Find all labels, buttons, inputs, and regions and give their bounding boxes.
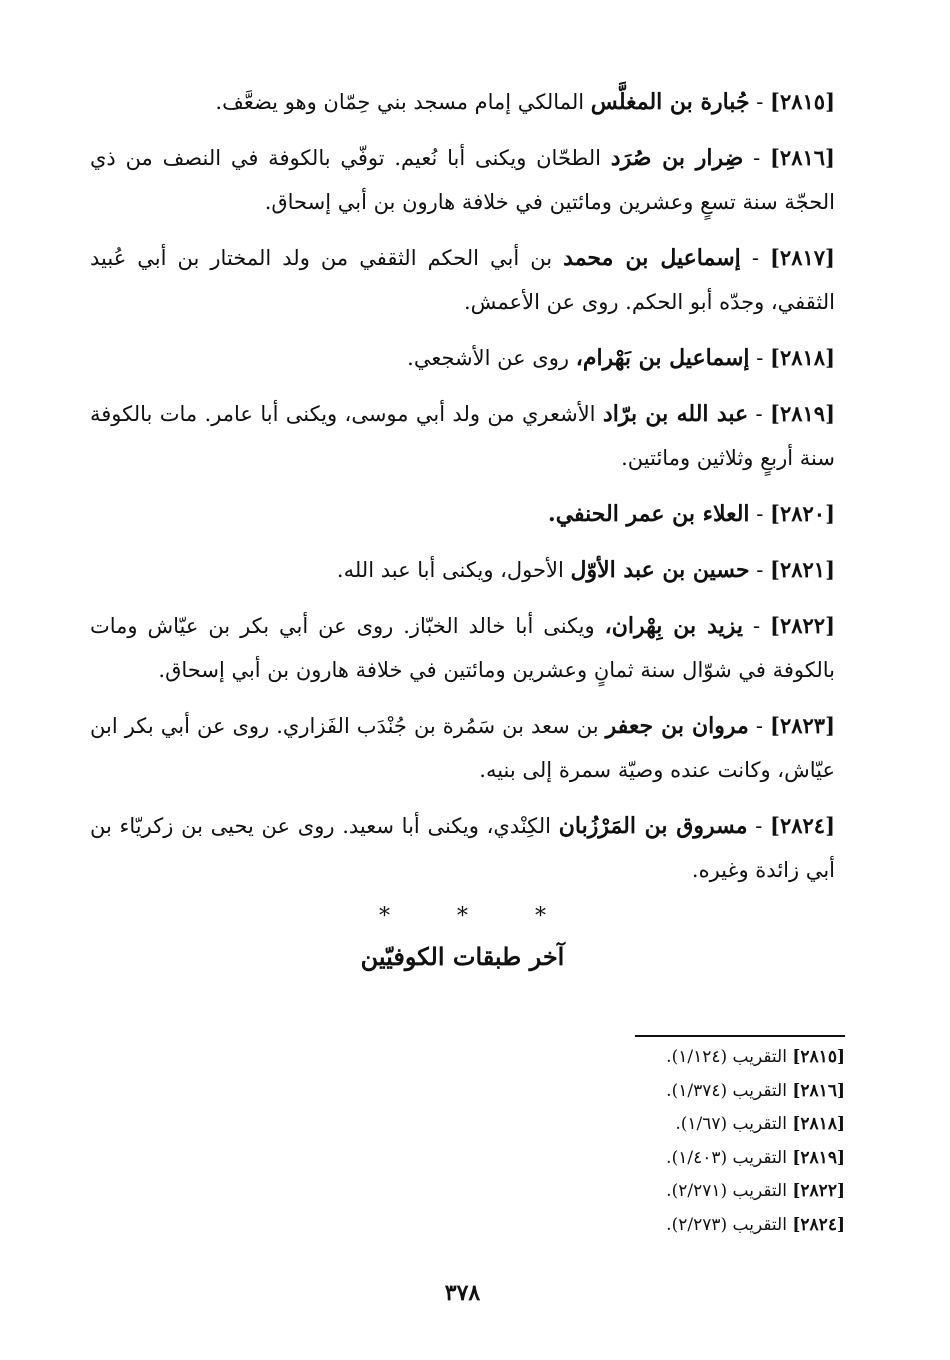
footnote-number: [٢٨١٦] bbox=[792, 1080, 845, 1101]
footnote-item bbox=[595, 1175, 845, 1209]
entry-name: إسماعيل بن بَهْرام، bbox=[575, 345, 750, 371]
entry-text: الطحّان ويكنى أبا نُعيم. توفّي بالكوفة في النصف من ذي الحجّة سنة تسعٍ وعشرين ومائتين في خلافة هارون بن أبي إسحاق. bbox=[90, 146, 835, 214]
entry-name: حسين بن عبد الأوّل bbox=[570, 557, 750, 583]
entry-text: الأشعري من ولد أبي موسى، ويكنى أبا عامر. مات بالكوفة سنة أربعٍ وثلاثين ومائتين. bbox=[90, 402, 835, 470]
entry-name: مسروق بن المَرْزُبان bbox=[558, 813, 748, 839]
page bbox=[90, 80, 845, 1330]
footnote-text: التقريب (١/٤٠٣). bbox=[666, 1147, 787, 1168]
entry-text: المالكي إمام مسجد بني حِمّان وهو يضعَّف. bbox=[215, 90, 585, 114]
entry-number: [٢٨٢٢] bbox=[770, 613, 835, 638]
entry-number: [٢٨٢١] bbox=[770, 557, 835, 582]
entry-2816: [٢٨١٦] - ضِرار بن صُرَد الطحّان ويكنى أبا نُعيم. توفّي بالكوفة في النصف من ذي الحجّة سنة تسعٍ وعشرين ومائتين في خلافة هارون بن أبي إسحاق. bbox=[90, 145, 835, 214]
section-title: آخر طبقات الكوفيّين bbox=[360, 942, 565, 971]
entry-text: روى عن الأشجعي. bbox=[407, 346, 570, 370]
footnote-number: [٢٨١٨] bbox=[792, 1114, 845, 1134]
entry-name: يزيد بن بِهْران، bbox=[604, 613, 744, 639]
entry-name: ضِرار بن صُرَد bbox=[610, 145, 744, 171]
footnote-text: التقريب (١/١٢٤). bbox=[666, 1047, 787, 1067]
entry-number: [٢٨٢٠] bbox=[770, 501, 835, 526]
entry-2817: [٢٨١٧] - إسماعيل بن محمد بن أبي الحكم الثقفي من ولد المختار بن أبي عُبيد الثقفي، وجدّه أبو الحكم. روى عن الأعمش. bbox=[90, 245, 835, 314]
footnote-text: التقريب (٢/٢٧٣). bbox=[666, 1214, 787, 1235]
footnote-list bbox=[595, 1041, 845, 1242]
entry-number: [٢٨٢٣] bbox=[770, 713, 835, 738]
entry-name: مروان بن جعفر bbox=[605, 713, 749, 739]
entry-name: إسماعيل بن محمد bbox=[563, 245, 741, 271]
footnote-item bbox=[595, 1075, 845, 1109]
entry-text: بن أبي الحكم الثقفي من ولد المختار بن أبي عُبيد الثقفي، وجدّه أبو الحكم. روى عن الأعمش. bbox=[90, 246, 835, 314]
footnote-number: [٢٨٢٢] bbox=[792, 1181, 845, 1201]
footnote-item bbox=[595, 1108, 845, 1142]
footnote-item bbox=[595, 1142, 845, 1176]
entry-text: ويكنى أبا خالد الخبّاز. روى عن أبي بكر بن عيّاش ومات بالكوفة في شوّال سنة ثمانٍ وعشرين ومائتين في خلافة هارون بن أبي إسحاق. bbox=[90, 614, 835, 682]
entry-number: [٢٨١٥] bbox=[770, 89, 835, 114]
entry-2819: [٢٨١٩] - عبد الله بن برّاد الأشعري من ولد أبي موسى، ويكنى أبا عامر. مات بالكوفة سنة أربعٍ وثلاثين ومائتين. bbox=[90, 401, 836, 470]
footnote-divider bbox=[635, 1035, 845, 1037]
footnote-text: التقريب (١/٦٧). bbox=[675, 1114, 787, 1134]
entry-text: الكِنْدي، ويكنى أبا سعيد. روى عن يحيى بن زكريّاء بن أبي زائدة وغيره. bbox=[90, 814, 835, 882]
entry-number: [٢٨١٨] bbox=[770, 345, 835, 370]
entry-number: [٢٨١٩] bbox=[770, 401, 836, 426]
entry-number: [٢٨٢٤] bbox=[770, 813, 836, 838]
footnote-number: [٢٨٢٤] bbox=[792, 1214, 845, 1235]
entry-text: الأحول، ويكنى أبا عبد الله. bbox=[336, 558, 564, 582]
footnote-text: التقريب (١/٣٧٤). bbox=[666, 1080, 787, 1101]
footnote-item bbox=[595, 1209, 845, 1243]
footnotes bbox=[595, 1035, 845, 1242]
entry-2818: [٢٨١٨] - إسماعيل بن بَهْرام، روى عن الأشجعي. bbox=[407, 345, 835, 371]
separator-star: * bbox=[379, 904, 390, 929]
entry-2821: [٢٨٢١] - حسين بن عبد الأوّل الأحول، ويكنى أبا عبد الله. bbox=[336, 557, 835, 583]
entry-2815: [٢٨١٥] - جُبارة بن المغلَّس المالكي إمام مسجد بني حِمّان وهو يضعَّف. bbox=[215, 89, 835, 115]
separator-star: * bbox=[535, 904, 546, 929]
entry-2820: [٢٨٢٠] - العلاء بن عمر الحنفي. bbox=[548, 501, 835, 527]
entry-number: [٢٨١٦] bbox=[769, 145, 835, 170]
footnote-item bbox=[595, 1041, 845, 1075]
footnote-text: التقريب (٢/٢٧١). bbox=[666, 1181, 787, 1201]
entry-2822: [٢٨٢٢] - يزيد بن بِهْران، ويكنى أبا خالد الخبّاز. روى عن أبي بكر بن عيّاش ومات بالكوفة في شوّال سنة ثمانٍ وعشرين ومائتين في خلافة هارون بن أبي إسحاق. bbox=[90, 613, 835, 682]
entry-text: بن سعد بن سَمُرة بن جُنْدَب الفَزاري. روى عن أبي بكر ابن عيّاش، وكانت عنده وصيّة سمرة إلى بنيه. bbox=[90, 714, 835, 782]
page-number: ٣٧٨ bbox=[444, 1280, 481, 1306]
footnote-number: [٢٨١٥] bbox=[792, 1047, 845, 1067]
entry-2823: [٢٨٢٣] - مروان بن جعفر بن سعد بن سَمُرة بن جُنْدَب الفَزاري. روى عن أبي بكر ابن عيّاش، وكانت عنده وصيّة سمرة إلى بنيه. bbox=[90, 713, 835, 782]
section-separator bbox=[90, 904, 835, 929]
entry-2824: [٢٨٢٤] - مسروق بن المَرْزُبان الكِنْدي، ويكنى أبا سعيد. روى عن يحيى بن زكريّاء بن أبي زائدة وغيره. bbox=[90, 813, 836, 882]
entry-name: العلاء بن عمر الحنفي. bbox=[548, 501, 750, 527]
entry-name: جُبارة بن المغلَّس bbox=[590, 89, 750, 115]
footnote-number: [٢٨١٩] bbox=[792, 1147, 845, 1168]
entries-list bbox=[90, 80, 835, 892]
separator-star: * bbox=[457, 904, 468, 929]
entry-number: [٢٨١٧] bbox=[769, 245, 835, 270]
entry-name: عبد الله بن برّاد bbox=[602, 401, 749, 427]
